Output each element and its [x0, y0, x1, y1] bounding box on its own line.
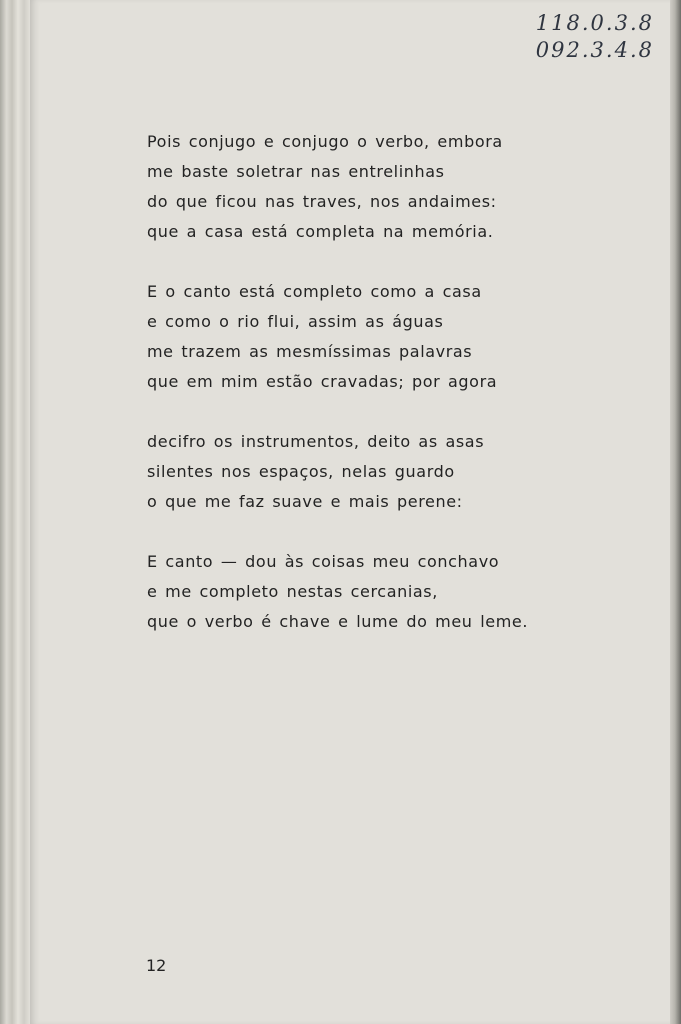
poem-line: o que me faz suave e mais perene:: [147, 492, 463, 511]
poem-line: me baste soletrar nas entrelinhas: [147, 162, 445, 181]
poem-line: que em mim estão cravadas; por agora: [147, 372, 498, 391]
shelfmark-line-2: 092.3.4.8: [535, 38, 654, 62]
book-spine-edge: [0, 0, 30, 1024]
poem-line: do que ficou nas traves, nos andaimes:: [147, 192, 497, 211]
poem-line: Pois conjugo e conjugo o verbo, embora: [147, 132, 503, 151]
poem-line: que o verbo é chave e lume do meu leme.: [147, 612, 529, 631]
poem-line: me trazem as mesmíssimas palavras: [147, 342, 473, 361]
stanza: [147, 277, 627, 397]
stanza: [147, 427, 627, 517]
stanza: [147, 547, 627, 637]
stanza: [147, 127, 627, 247]
page-number: 12: [146, 956, 167, 975]
poem-line: que a casa está completa na memória.: [147, 222, 494, 241]
poem-line: E canto — dou às coisas meu conchavo: [147, 552, 500, 571]
poem-line: decifro os instrumentos, deito as asas: [147, 432, 485, 451]
poem-text: [147, 127, 627, 667]
shelfmark-line-1: 118.0.3.8: [535, 11, 654, 35]
poem-line: E o canto está completo como a casa: [147, 282, 482, 301]
poem-line: e me completo nestas cercanias,: [147, 582, 438, 601]
page-edge-shadow: [670, 0, 681, 1024]
handwritten-shelfmark: [536, 10, 654, 64]
poem-line: e como o rio flui, assim as águas: [147, 312, 444, 331]
poem-line: silentes nos espaços, nelas guardo: [147, 462, 455, 481]
